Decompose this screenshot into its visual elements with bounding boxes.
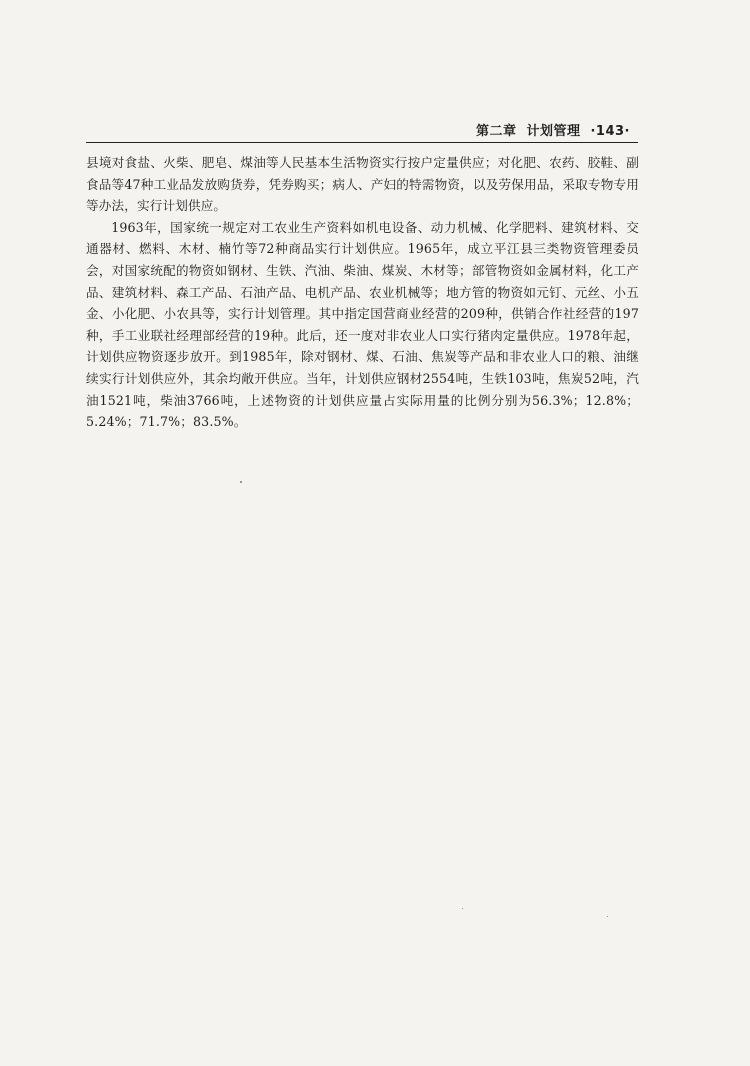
chapter-label: 第二章 — [475, 124, 517, 139]
scan-speck — [240, 481, 242, 483]
scan-speck — [462, 908, 463, 909]
body-text — [86, 152, 639, 433]
page-number: ·143· — [590, 124, 630, 139]
header-right — [476, 120, 630, 139]
paragraph-1963: 1963年，国家统一规定对工农业生产资料如机电设备、动力机械、化学肥料、建筑材料、交通器材、燃料、木材、楠竹等72种商品实行计划供应。1965年，成立平江县三类物资管理委员会，对国家统配的物资如钢材、生铁、汽油、柴油、煤炭、木材等；部管物资如金属材料，化工产品、建筑材料、森工产品、石油产品、电机产品、农业机械等；地方管的物资如元钉、元丝、小五金、小化肥、小农具等，实行计划管理。其中指定国营商业经营的209种，供销合作社经营的197种，手工业联社经理部经营的19种。此后，还一度对非农业人口实行猪肉定量供应。1978年起，计划供应物资逐步放开。到1985年，除对钢材、煤、石油、焦炭等产品和非农业人口的粮、油继续实行计划供应外，其余均敞开供应。当年，计划供应钢材2554吨，生铁103吨，焦炭52吨，汽油1521吨，柴油3766吨，上述物资的计划供应量占实际用量的比例分别为56.3%；12.8%；5.24%；71.7%；83.5%。 — [86, 219, 639, 430]
scan-speck — [607, 916, 608, 917]
paragraph-continued: 县境对食盐、火柴、肥皂、煤油等人民基本生活物资实行按户定量供应；对化肥、农药、胶鞋、副食品等47种工业品发放购货券，凭券购买；病人、产妇的特需物资，以及劳保用品，采取专物专用等办法，实行计划供应。 — [86, 155, 639, 214]
running-header — [86, 118, 638, 143]
section-title: 计划管理 — [526, 124, 581, 139]
